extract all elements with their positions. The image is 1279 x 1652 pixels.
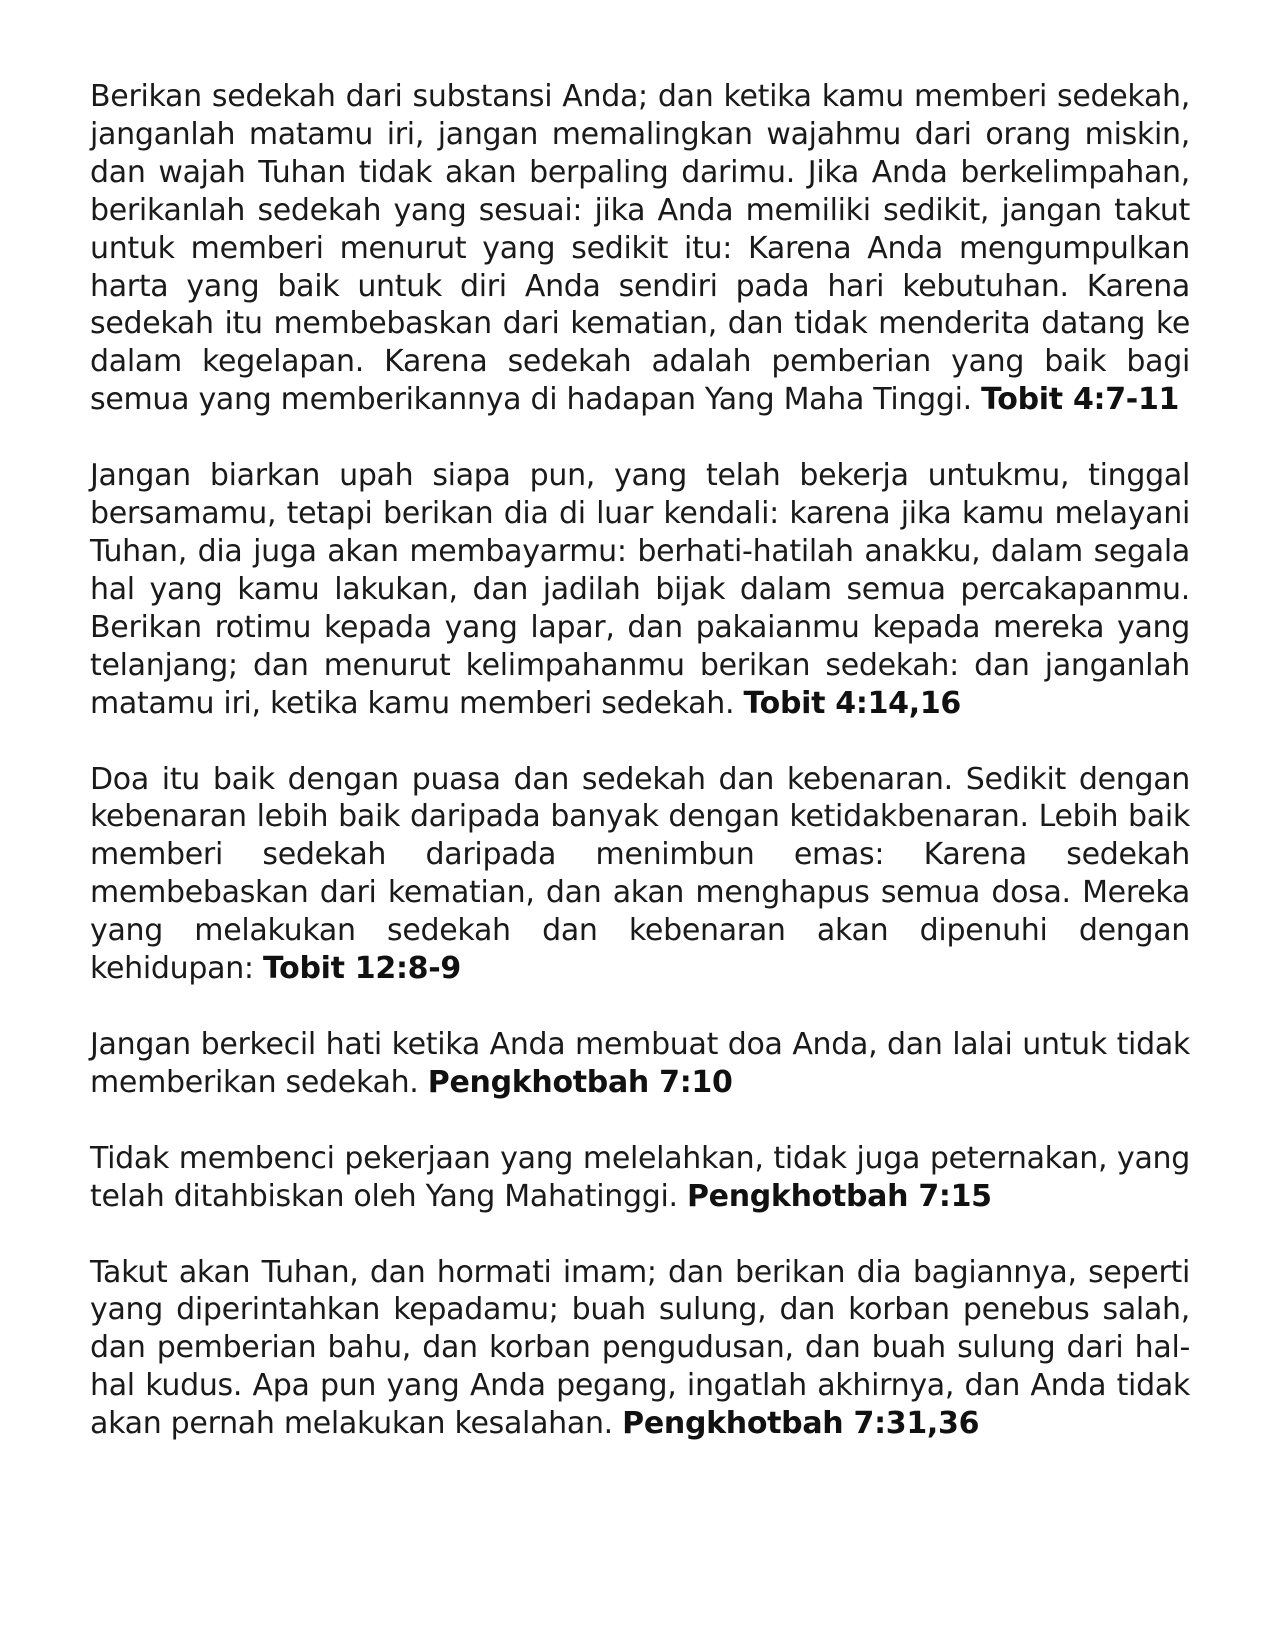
scripture-reference: Tobit 4:7-11 <box>981 382 1180 418</box>
paragraph-pengkhotbah-7-15 <box>90 1140 1190 1216</box>
scripture-reference: Pengkhotbah 7:31,36 <box>622 1406 980 1442</box>
paragraph-tobit-4-14-16 <box>90 457 1190 722</box>
scripture-reference: Tobit 4:14,16 <box>743 685 961 721</box>
paragraph-text: Tidak membenci pekerjaan yang melelahkan, tidak juga peternakan, yang telah ditahbiskan oleh Yang Mahatinggi. <box>90 1140 1190 1214</box>
paragraph-text: Takut akan Tuhan, dan hormati imam; dan berikan dia bagiannya, seperti yang diperintahkan kepadamu; buah sulung, dan korban penebus salah, dan pemberian bahu, dan korban pengudusan, dan buah sulung dari hal-hal kudus. Apa pun yang Anda pegang, ingatlah akhirnya, dan Anda tidak akan pernah melakukan kesalahan. <box>90 1254 1190 1442</box>
paragraph-pengkhotbah-7-10 <box>90 1026 1190 1102</box>
paragraph-text: Doa itu baik dengan puasa dan sedekah dan kebenaran. Sedikit dengan kebenaran lebih baik daripada banyak dengan ketidakbenaran. Lebih baik memberi sedekah daripada menimbun emas: Karena sedekah membebaskan dari kematian, dan akan menghapus semua dosa. Mereka yang melakukan sedekah dan kebenaran akan dipenuhi dengan kehidupan: <box>90 761 1190 987</box>
paragraph-pengkhotbah-7-31-36 <box>90 1254 1190 1444</box>
paragraph-tobit-12-8-9 <box>90 761 1190 988</box>
scripture-reference: Pengkhotbah 7:10 <box>427 1064 733 1100</box>
paragraph-text: Jangan biarkan upah siapa pun, yang telah bekerja untukmu, tinggal bersamamu, tetapi berikan dia di luar kendali: karena jika kamu melayani Tuhan, dia juga akan membayarmu: berhati-hatilah anakku, dalam segala hal yang kamu lakukan, dan jadilah bijak dalam semua percakapanmu. Berikan rotimu kepada yang lapar, dan pakaianmu kepada mereka yang telanjang; dan menurut kelimpahanmu berikan sedekah: dan janganlah matamu iri, ketika kamu memberi sedekah. <box>90 458 1190 721</box>
scripture-reference: Tobit 12:8-9 <box>262 951 461 987</box>
paragraph-text: Jangan berkecil hati ketika Anda membuat doa Anda, dan lalai untuk tidak memberikan sedekah. <box>90 1026 1190 1100</box>
scripture-reference: Pengkhotbah 7:15 <box>686 1178 992 1214</box>
paragraph-tobit-4-7-11 <box>90 78 1190 419</box>
paragraph-text: Berikan sedekah dari substansi Anda; dan ketika kamu memberi sedekah, janganlah matamu iri, jangan memalingkan wajahmu dari orang miskin, dan wajah Tuhan tidak akan berpaling darimu. Jika Anda berkelimpahan, berikanlah sedekah yang sesuai: jika Anda memiliki sedikit, jangan takut untuk memberi menurut yang sedikit itu: Karena Anda mengumpulkan harta yang baik untuk diri Anda sendiri pada hari kebutuhan. Karena sedekah itu membebaskan dari kematian, dan tidak menderita datang ke dalam kegelapan. Karena sedekah adalah pemberian yang baik bagi semua yang memberikannya di hadapan Yang Maha Tinggi. <box>90 79 1190 418</box>
document-page <box>90 78 1190 1481</box>
